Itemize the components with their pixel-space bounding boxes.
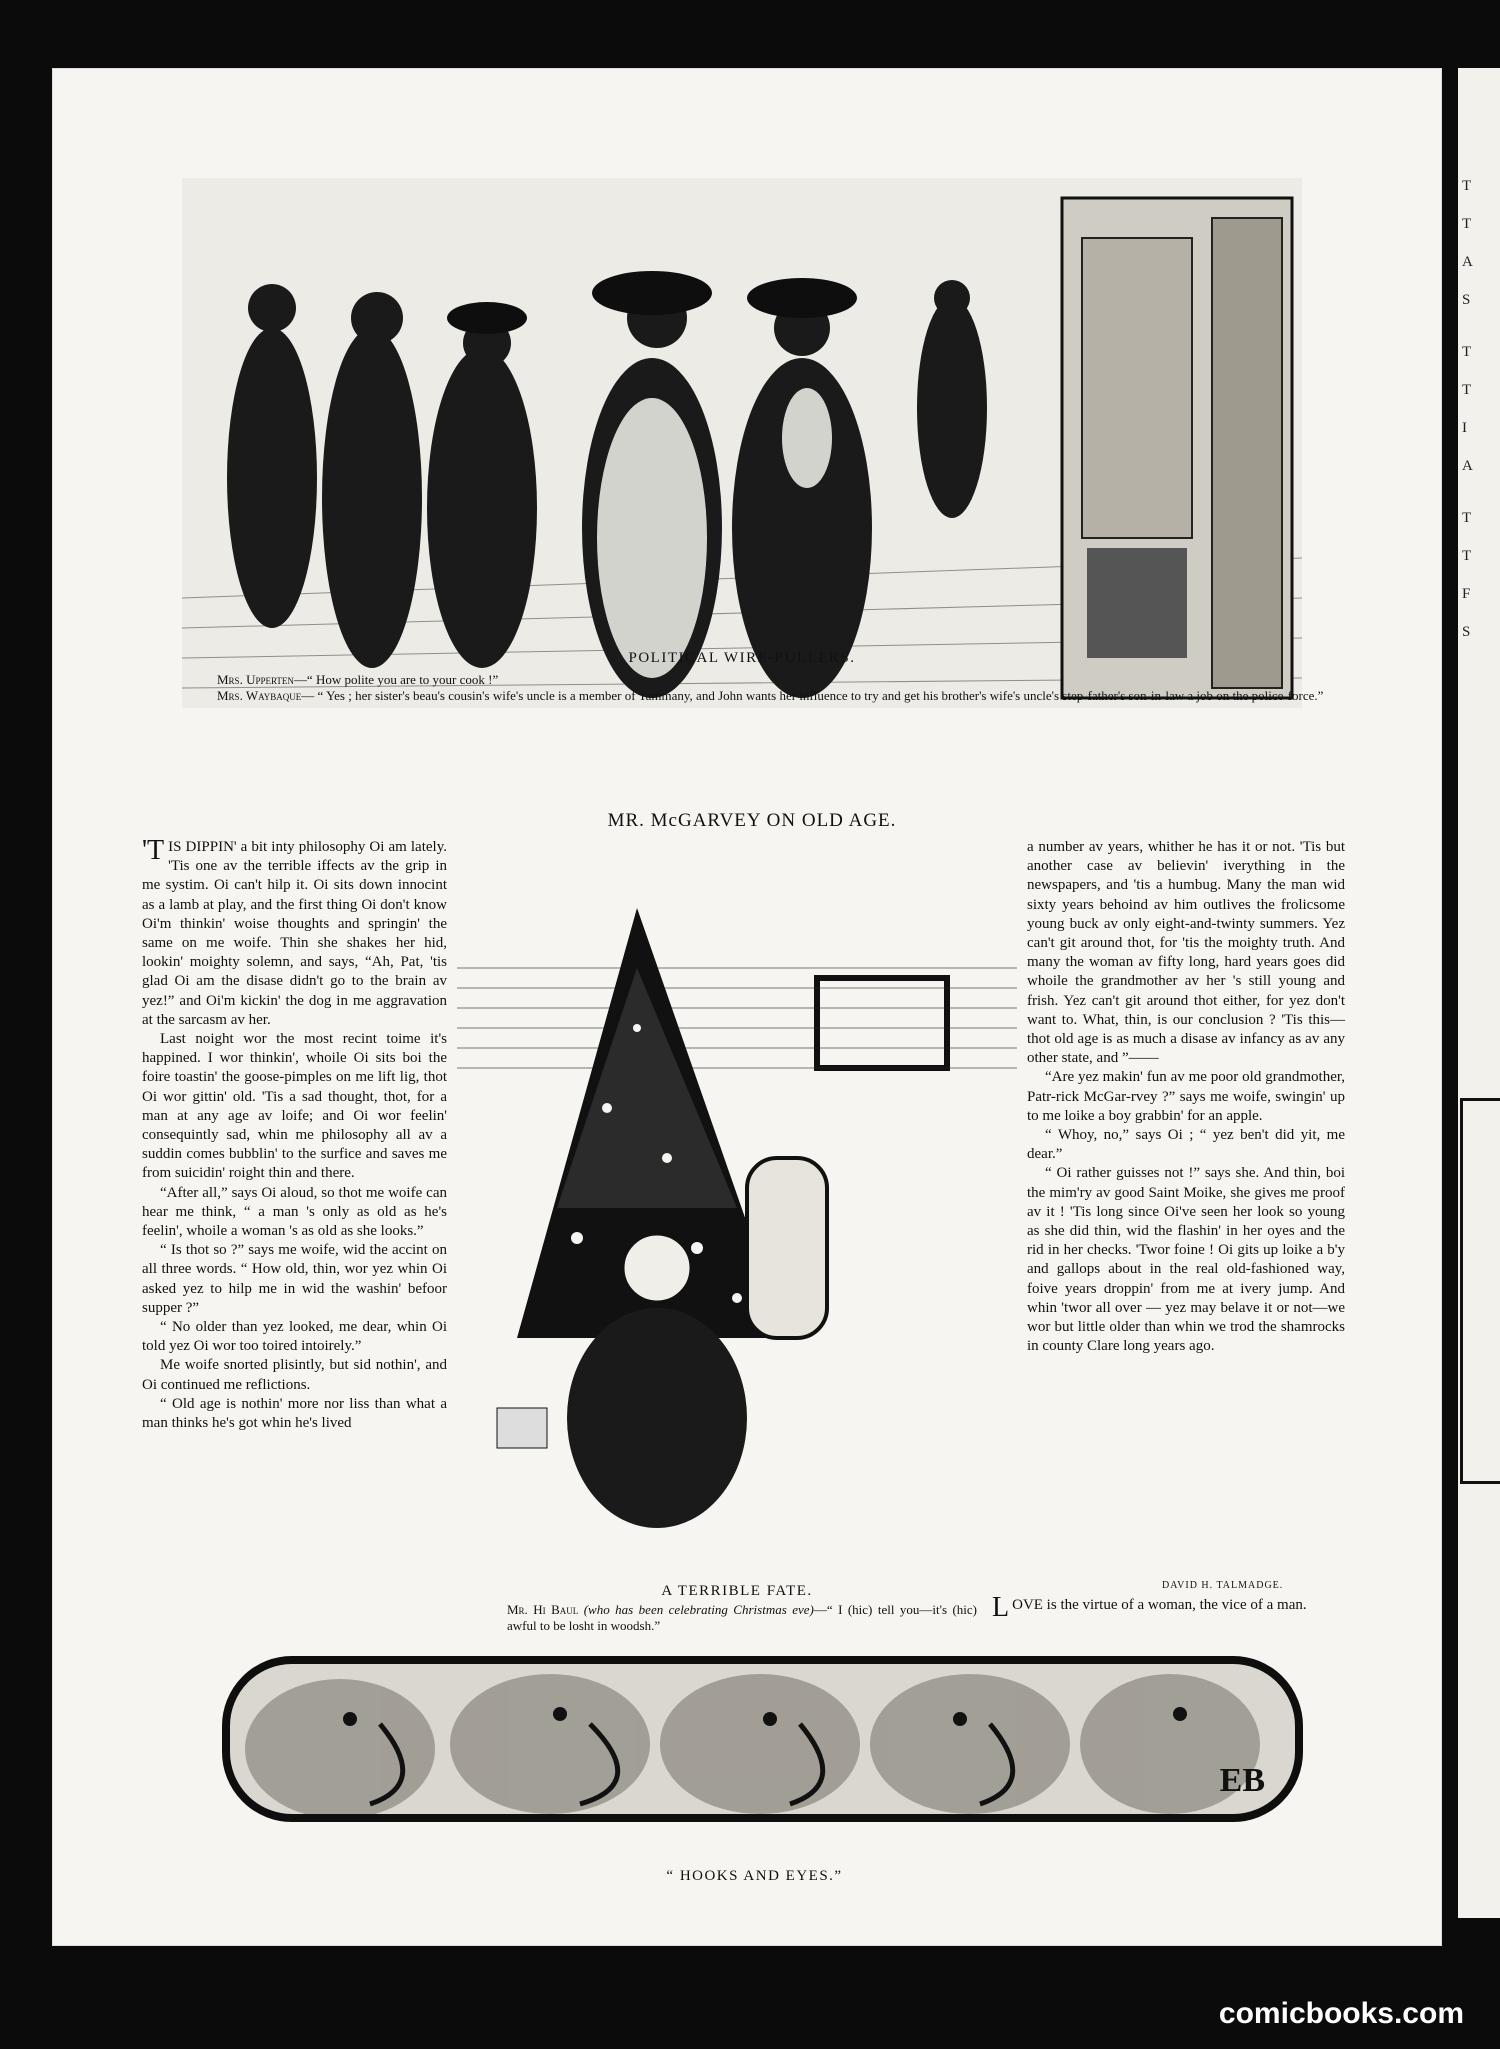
street-scene-illustration	[182, 178, 1302, 708]
paragraph-11: “ Oi rather guisses not !” says she. And thin, boi the mim'ry av good Saint Moike, she gives me proof av it ! 'Tis long since Oi've seen her look so young as she did thin, wid the flashin' in her oyes and the rid in her checks. 'Twor foine ! Oi gits up loike a b'y and gallops about in the real old-fashioned way, foive years droppin' from me at ivery jump. And whin 'twor all over — yez may belave it or not—we wor but little older than whin we trod the shamrocks in county Clare long years ago.	[1027, 1165, 1345, 1355]
strip-letter: A	[1462, 458, 1473, 474]
strip-border-box	[1460, 1098, 1500, 1484]
paragraph-10: “ Whoy, no,” says Oi ; “ yez ben't did yit, me dear.”	[1027, 1127, 1345, 1163]
strip-letter: T	[1462, 510, 1472, 526]
paragraph-5: “ No older than yez looked, me dear, whin Oi told yez Oi wor too toired intoirely.”	[142, 1319, 447, 1355]
speaker-aside: (who has been celebrating Christmas eve)	[583, 1602, 814, 1617]
strip-letter: T	[1462, 548, 1472, 564]
artist-monogram: EB	[1219, 1762, 1265, 1799]
paragraph-2: Last noight wor the most recint toime it's happined. I wor thinkin', whoile Oi sits boi the foire toastin' the goose-pimples on me lift lig, thot Oi wor gittin' old. 'Tis a sad thought, thot, for a man at any age av loife; and Oi wor feelin' consequintly sad, whin me philosophy all av a suddin comes bubblin' to the surfice and saves me from suicidin' roight thin and there.	[142, 1031, 447, 1182]
paragraph-6: Me woife snorted plisintly, but sid nothin', and Oi continued me reflictions.	[142, 1357, 447, 1393]
dialogue-line-2	[217, 688, 1347, 704]
newspaper-page	[52, 68, 1442, 1946]
strip-letter: S	[1462, 292, 1471, 308]
line1-text: —“ How polite you are to your cook !”	[293, 672, 499, 687]
hooks-and-eyes-title: “ HOOKS AND EYES.”	[666, 1868, 843, 1884]
strip-letter: S	[1462, 624, 1471, 640]
tree-illustration-title: A TERRIBLE FATE.	[661, 1583, 813, 1599]
line2-text: — “ Yes ; her sister's beau's cousin's wife's uncle is a member of Tammany, and John wants her influence to try and get his brother's wife's uncle's step-father's son-in-law a job on the police-force.”	[301, 688, 1324, 703]
street-scene-dialogue	[217, 672, 1347, 704]
strip-letter: T	[1462, 178, 1472, 194]
paragraph-3: “After all,” says Oi aloud, so thot me woife can hear me think, “ a man 's only as old as he's feelin', whoile a woman 's as old as she looks.”	[142, 1184, 447, 1240]
hooks-and-eyes-illustration	[222, 1656, 1303, 1822]
aphorism	[992, 1592, 1342, 1623]
strip-letter: I	[1462, 420, 1467, 436]
paragraph-7: “ Old age is nothin' more nor liss than what a man thinks he's got whin he's lived	[142, 1395, 447, 1432]
tree-illustration-dialogue	[507, 1602, 977, 1634]
article-headline: MR. McGARVEY ON OLD AGE.	[607, 810, 897, 831]
strip-letter: T	[1462, 382, 1472, 398]
aphorism-initial: L	[992, 1592, 1010, 1623]
paragraph-9: “Are yez makin' fun av me poor old grandmother, Patr-rick McGar-rvey ?” says me woife, swingin' up to me loike a boy grabbin' for an apple.	[1027, 1069, 1345, 1124]
aphorism-text: OVE is the virtue of a woman, the vice of a man.	[1012, 1597, 1307, 1613]
strip-letter: T	[1462, 216, 1472, 232]
strip-letter: A	[1462, 254, 1473, 270]
dialogue-line-1	[217, 672, 1347, 688]
street-scene-title: POLITICAL WIRE-PULLERS.	[628, 650, 856, 666]
article-column-right	[1027, 838, 1345, 1356]
paragraph-4: “ Is thot so ?” says me woife, wid the accint on all three words. “ How old, thin, wor yez whin Oi asked yez to hilp me in wid the washin' befoor supper ?”	[142, 1242, 447, 1316]
author-signature: DAVID H. TALMADGE.	[1162, 1580, 1284, 1591]
hi-baul-text: —“ I (hic) tell you—it's (hic) awful to be losht in woodsh.”	[507, 1602, 977, 1633]
speaker-waybaque: Mrs. Waybaque	[217, 688, 302, 703]
adjacent-page-strip	[1458, 68, 1500, 1918]
strip-letter: T	[1462, 344, 1472, 360]
article-column-left	[142, 835, 447, 1433]
paragraph-1: 'TIS DIPPIN' a bit inty philosophy Oi am lately. 'Tis one av the terrible iffects av the grip in me systim. Oi can't hilp it. Oi sits down innocint as a lamb at play, and the first thing Oi don't know Oi'm thinkin' woise thoughts and springin' the same on me woife. Thin she shakes her hid, lookin' moighty solemn, and says, “Ah, Pat, 'tis glad Oi am the disase didn't go to the brain av yez!” and Oi'm kickin' the dog in me aggravation at the sarcasm av her.	[142, 835, 447, 1028]
strip-letter: F	[1462, 586, 1471, 602]
christmas-tree-illustration	[457, 908, 1017, 1573]
site-watermark: comicbooks.com	[1218, 1997, 1464, 2030]
paragraph-8: a number av years, whither he has it or not. 'Tis but another case av believin' iverything in the newspapers, and 'tis a humbug. Many the man wid sixty years behoind av him outlives the frolicsome young buck av only eight-and-twinty summers. Yez can't git around thot, for 'tis the moighty truth. And many the woman av fifty long, hard years goes did whoile the grandmother av her 's still young and frish. Yez can't git around thot either, for yez don't want to. What, thin, is our conclusion ? 'Tis this—thot old age is as much a disase av infancy as av any other state, and ”——	[1027, 839, 1345, 1067]
speaker-upperten: Mrs. Upperten	[217, 672, 294, 687]
drop-cap: 'T	[142, 835, 165, 866]
speaker-hi-baul: Mr. Hi Baul	[507, 1602, 579, 1617]
